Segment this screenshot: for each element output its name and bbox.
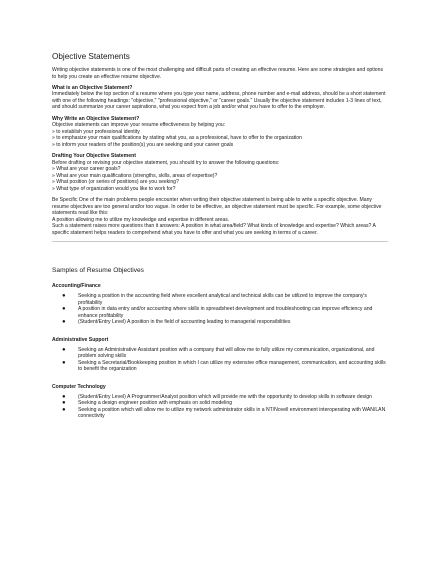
specific-section <box>52 197 388 236</box>
specific-text: Be Specific One of the main problems people encounter when writing their objective statement is being able to write a specific objective. Many resume objectives are too general and/or too vague. In order to be effective, an objective statement must be specific. For example, some objective statements read like this: <box>52 197 382 216</box>
intro-paragraph: Writing objective statements is one of the most challenging and difficult parts of creating an effective resume. Here are some strategies and options to help you create an effective resume objective. <box>52 67 383 80</box>
bullet-icon: ● <box>62 306 66 312</box>
why-heading: Why Write an Objective Statement? <box>52 115 140 122</box>
bullet-icon: ● <box>62 406 66 413</box>
bullet-icon: ● <box>62 319 66 325</box>
list-item-text: Seeking an Administrative Assistant position with a company that will allow me to fully utilize my communication, organizational, and problem solving skills <box>78 346 375 359</box>
category-administrative <box>52 337 388 373</box>
bullet-icon: ● <box>62 293 66 299</box>
why-line: » to inform your readers of the position(s) you are seeking and your career goals <box>52 141 234 148</box>
list-item-text: Seeking a position in the accounting field where excellent analytical and technical skills can be utilized to improve the company's profitability <box>78 293 367 306</box>
why-line: » to establish your professional identity <box>52 128 140 135</box>
what-heading: What is an Objective Statement? <box>52 84 133 91</box>
list-item <box>52 306 388 319</box>
what-section <box>52 85 388 111</box>
list-item <box>52 360 388 373</box>
category-heading: Administrative Support <box>52 336 109 343</box>
bullet-icon: ● <box>62 393 66 400</box>
section-divider <box>52 241 388 242</box>
category-heading: Accounting/Finance <box>52 283 101 289</box>
why-line: Objective statements can improve your resume effectiveness by helping you: <box>52 122 226 128</box>
drafting-line: » What are your main qualifications (strengths, skills, areas of expertise)? <box>52 172 218 179</box>
list-item-text: (Student/Entry Level) A Programmer/Analyst position which will provide me with the opportunity to develop skills in software design <box>78 393 372 400</box>
bullet-icon: ● <box>62 346 66 353</box>
category-heading: Computer Technology <box>52 383 106 390</box>
specific-example: A position allowing me to utilize my knowledge and expertise in different areas. <box>52 216 230 223</box>
specific-closing: Such a statement raises more questions than it answers: A position in what area/field? What kinds of knowledge and expertise? Which areas? A specific statement helps readers to comprehend what you have to offer and what you are seeking in terms of a career. <box>52 223 376 236</box>
category-computer <box>52 384 388 420</box>
list-item <box>52 407 388 420</box>
category-accounting <box>52 283 388 326</box>
drafting-line: » What type of organization would you like to work for? <box>52 185 176 192</box>
what-text: Immediately below the top section of a resume where you type your name, address, phone number and e-mail address, should be a short statement with one of the following headings: "objective," "professional objective," or "career goals." Usually the objective statement includes 1-3 lines of text, and should summarize your career aspirations, what you expect from a job and/or what you have to offer to the employer. <box>52 91 386 110</box>
list-item-text: Seeking a position which will allow me to utilize my network administrator skills in a NT/Novell environment interoperating with WAN/LAN connectivity <box>78 406 386 419</box>
drafting-line: » What position (or series of positions) are you seeking? <box>52 179 179 185</box>
samples-title: Samples of Resume Objectives <box>52 267 144 274</box>
bullet-icon: ● <box>62 400 66 406</box>
list-item-text: Seeking a Secretarial/Bookkeeping position in which I can utilize my extensive office management, communication, and accounting skills to benefit the organization <box>78 359 386 372</box>
list-item-text: (Student/Entry Level) A position in the field of accounting leading to managerial responsibilities <box>78 319 291 325</box>
list-item <box>52 319 388 326</box>
list-item <box>52 347 388 360</box>
list-item-text: Seeking a design engineer position with emphasis on solid modeling <box>78 400 233 406</box>
list-item-text: A position in data entry and/or accounting where skills in spreadsheet development and troubleshooting can improve efficiency and enhance profitability <box>78 306 373 319</box>
why-section <box>52 116 388 149</box>
why-line: » to emphasize your main qualifications by stating what you, as a professional, have to offer to the organization <box>52 135 302 141</box>
drafting-line: » What are your career goals? <box>52 166 121 172</box>
drafting-heading: Drafting Your Objective Statement <box>52 153 136 159</box>
list-item <box>52 293 388 306</box>
drafting-line: Before drafting or revising your objective statement, you should try to answer the following questions: <box>52 159 280 166</box>
document-title: Objective Statements <box>52 52 130 61</box>
drafting-section <box>52 153 388 192</box>
bullet-icon: ● <box>62 359 66 366</box>
